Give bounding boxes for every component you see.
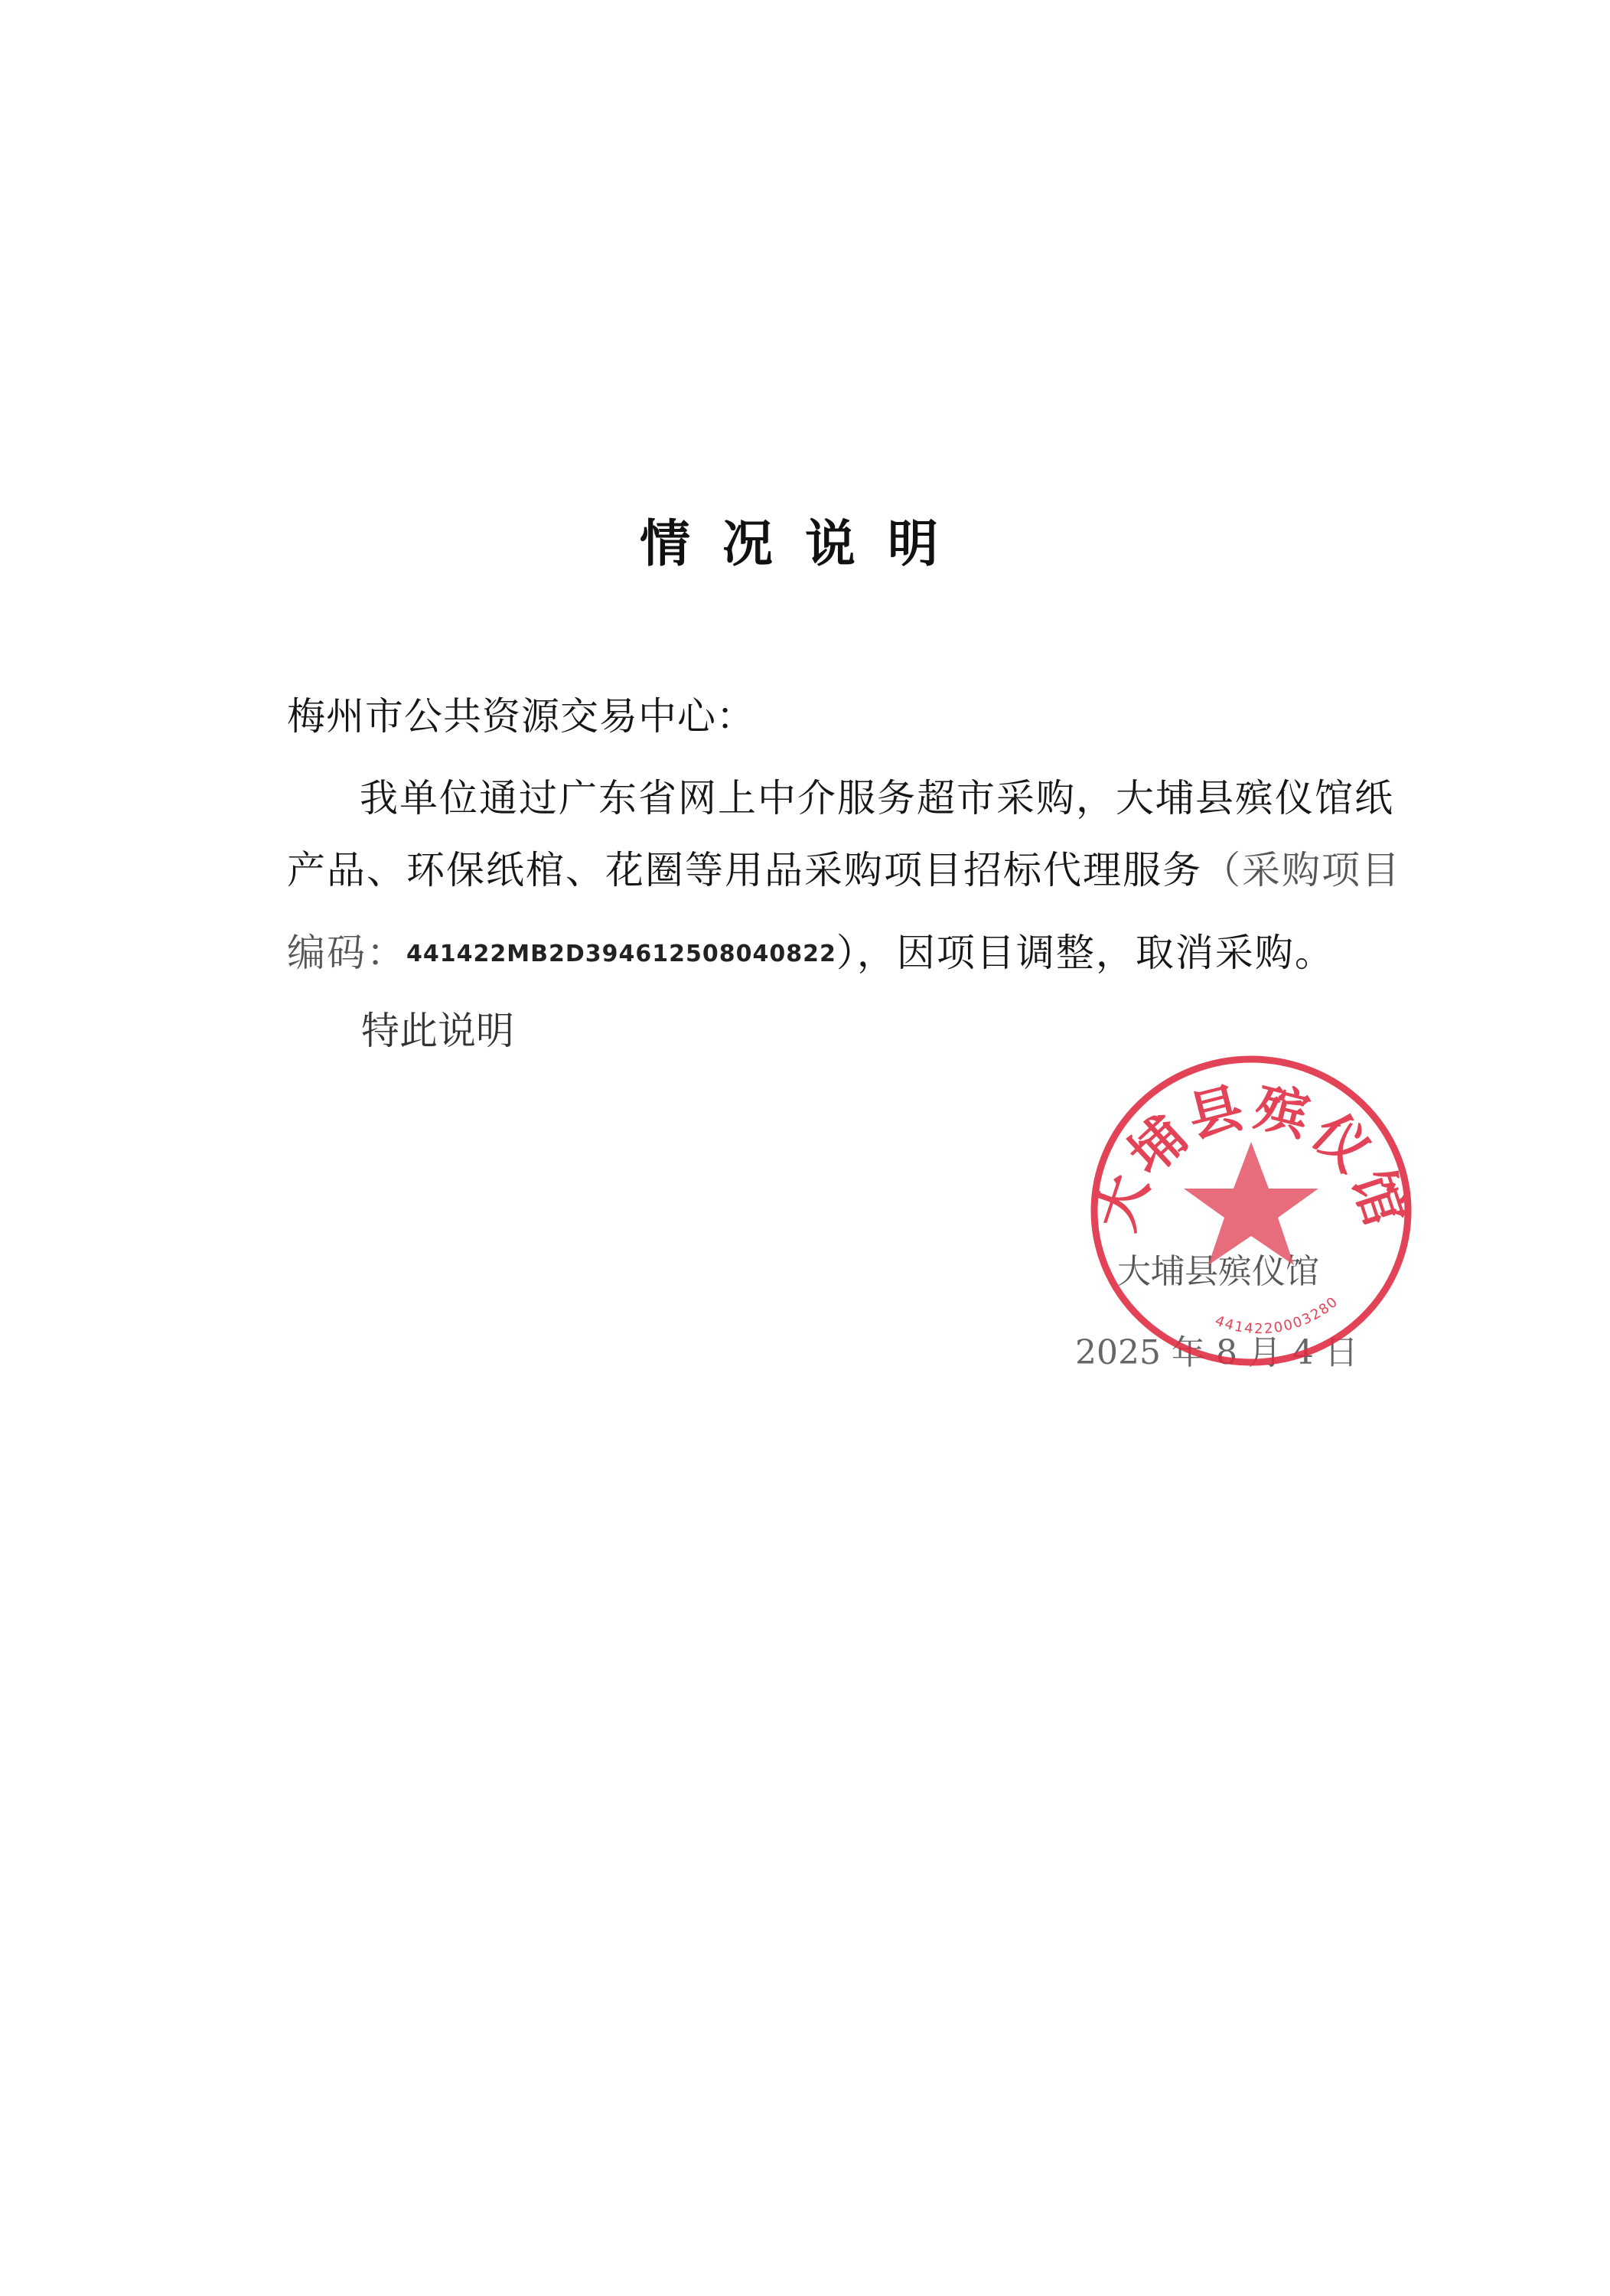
project-code: 441422MB2D394612508040822 <box>406 941 836 967</box>
signature-date: 2025 年 8 月 4 日 <box>1075 1333 1358 1372</box>
body-line-1: 我单位通过广东省网上中介服务超市采购，大埔县殡仪馆纸 <box>360 776 1394 820</box>
body-line-2-tail: （采购项目 <box>1202 848 1401 892</box>
body-line-3-suffix: ），因项目调整，取消采购。 <box>836 931 1335 975</box>
seal-text: 大埔县殡仪馆 <box>1083 1074 1419 1238</box>
seal-number: 4414220003280 <box>1212 1293 1342 1338</box>
official-seal-icon <box>1083 1050 1419 1371</box>
body-line-2 <box>287 848 1401 892</box>
closing-remark: 特此说明 <box>361 1009 514 1053</box>
document-title: 情况说明 <box>640 514 970 573</box>
code-prefix: 编码： <box>287 931 406 975</box>
addressee: 梅州市公共资源交易中心： <box>287 694 755 739</box>
body-line-3 <box>287 931 1335 975</box>
body-line-2-main: 产品、环保纸棺、花圈等用品采购项目招标代理服务 <box>287 848 1202 892</box>
signature-organization: 大埔县殡仪馆 <box>1117 1252 1319 1291</box>
star-icon <box>1184 1142 1318 1265</box>
